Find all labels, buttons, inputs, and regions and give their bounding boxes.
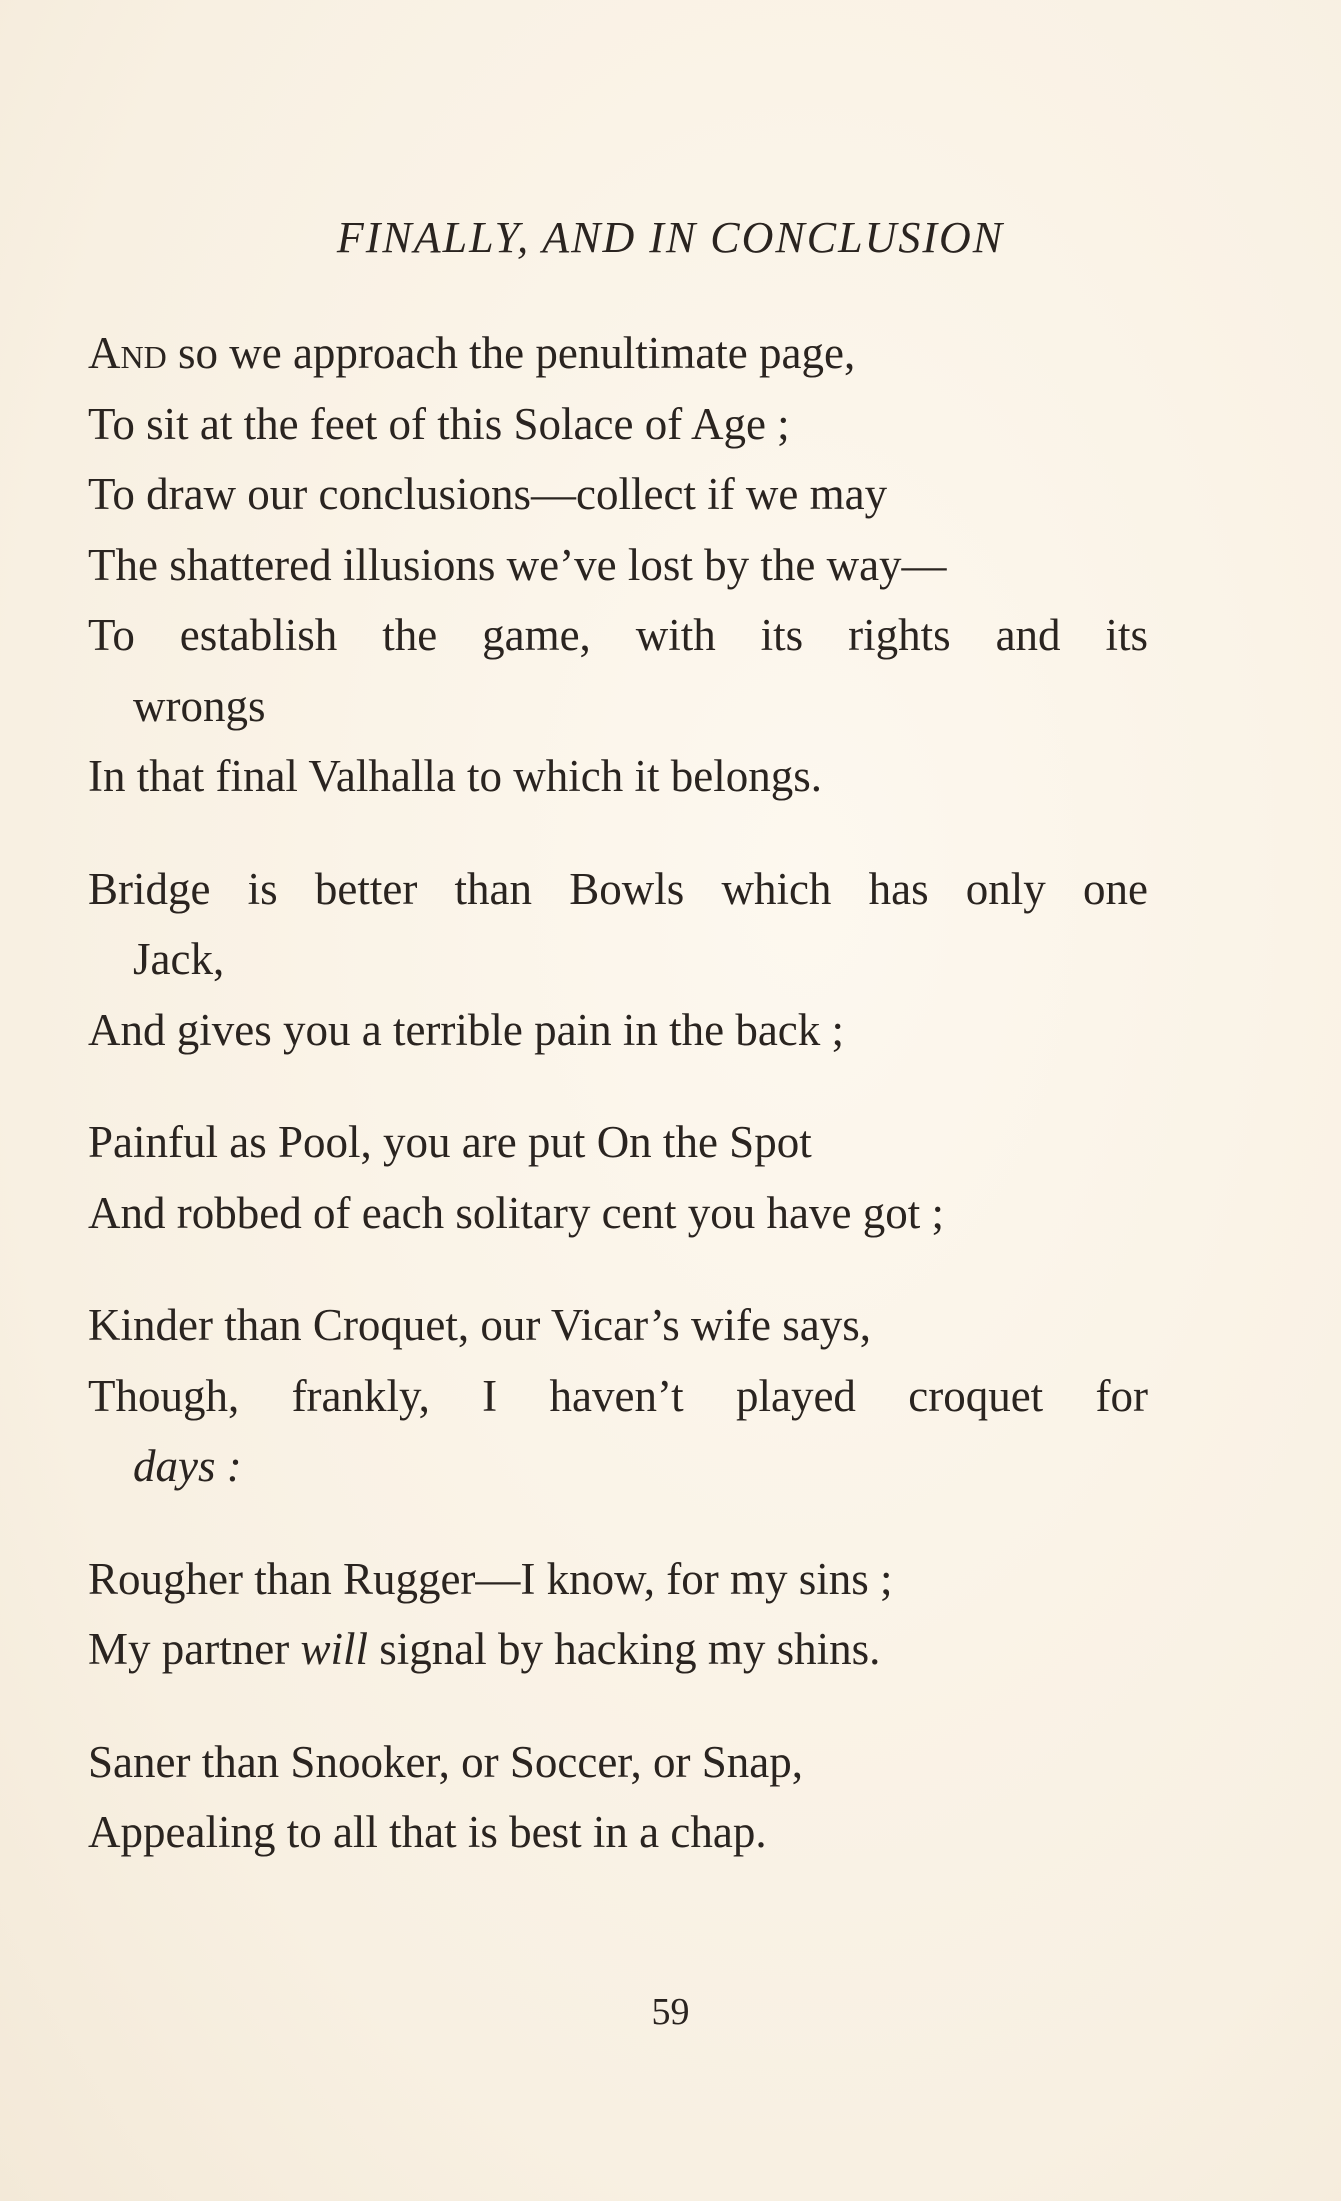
- poem-line-continuation: days :: [133, 1441, 242, 1491]
- page-number: 59: [651, 1991, 690, 2033]
- poem-line: And gives you a terrible pain in the back ;: [88, 1004, 845, 1055]
- poem-line: Though, frankly, I haven’t played croquet for: [88, 1370, 1148, 1421]
- stanza-3: [88, 1107, 1148, 1248]
- stanza-5: [88, 1544, 1148, 1685]
- stanza-6: [88, 1727, 1148, 1868]
- poem-line: And robbed of each solitary cent you have got ;: [88, 1187, 944, 1238]
- stanza-4: [88, 1290, 1148, 1502]
- stanza-2: [88, 854, 1148, 1066]
- poem-line: Appealing to all that is best in a chap.: [88, 1807, 767, 1857]
- poem-line: To draw our conclusions—collect if we may: [88, 469, 888, 519]
- poem-line: My partner will signal by hacking my shins.: [88, 1624, 881, 1674]
- poem-body: [88, 318, 1148, 1910]
- poem-line: To establish the game, with its rights and its: [88, 610, 1148, 660]
- stanza-1: [88, 318, 1148, 812]
- poem-line: The shattered illusions we’ve lost by the way—: [88, 539, 947, 590]
- poem-line: Painful as Pool, you are put On the Spot: [88, 1117, 812, 1167]
- poem-title: FINALLY, AND IN CONCLUSION: [336, 213, 1005, 262]
- poem-line-continuation: Jack,: [133, 934, 225, 984]
- poem-line: And so we approach the penultimate page,: [88, 328, 856, 378]
- poem-line: Saner than Snooker, or Soccer, or Snap,: [88, 1736, 803, 1787]
- poem-line: Bridge is better than Bowls which has only one: [88, 863, 1148, 914]
- drop-word: And: [88, 328, 167, 378]
- emphasis-word: will: [300, 1624, 368, 1674]
- poem-line: Rougher than Rugger—I know, for my sins ;: [88, 1553, 893, 1604]
- poem-line-continuation: wrongs: [133, 680, 266, 731]
- poem-line: In that final Valhalla to which it belongs.: [88, 751, 823, 801]
- poem-line: Kinder than Croquet, our Vicar’s wife says,: [88, 1300, 871, 1350]
- poem-line: To sit at the feet of this Solace of Age ;: [88, 398, 790, 449]
